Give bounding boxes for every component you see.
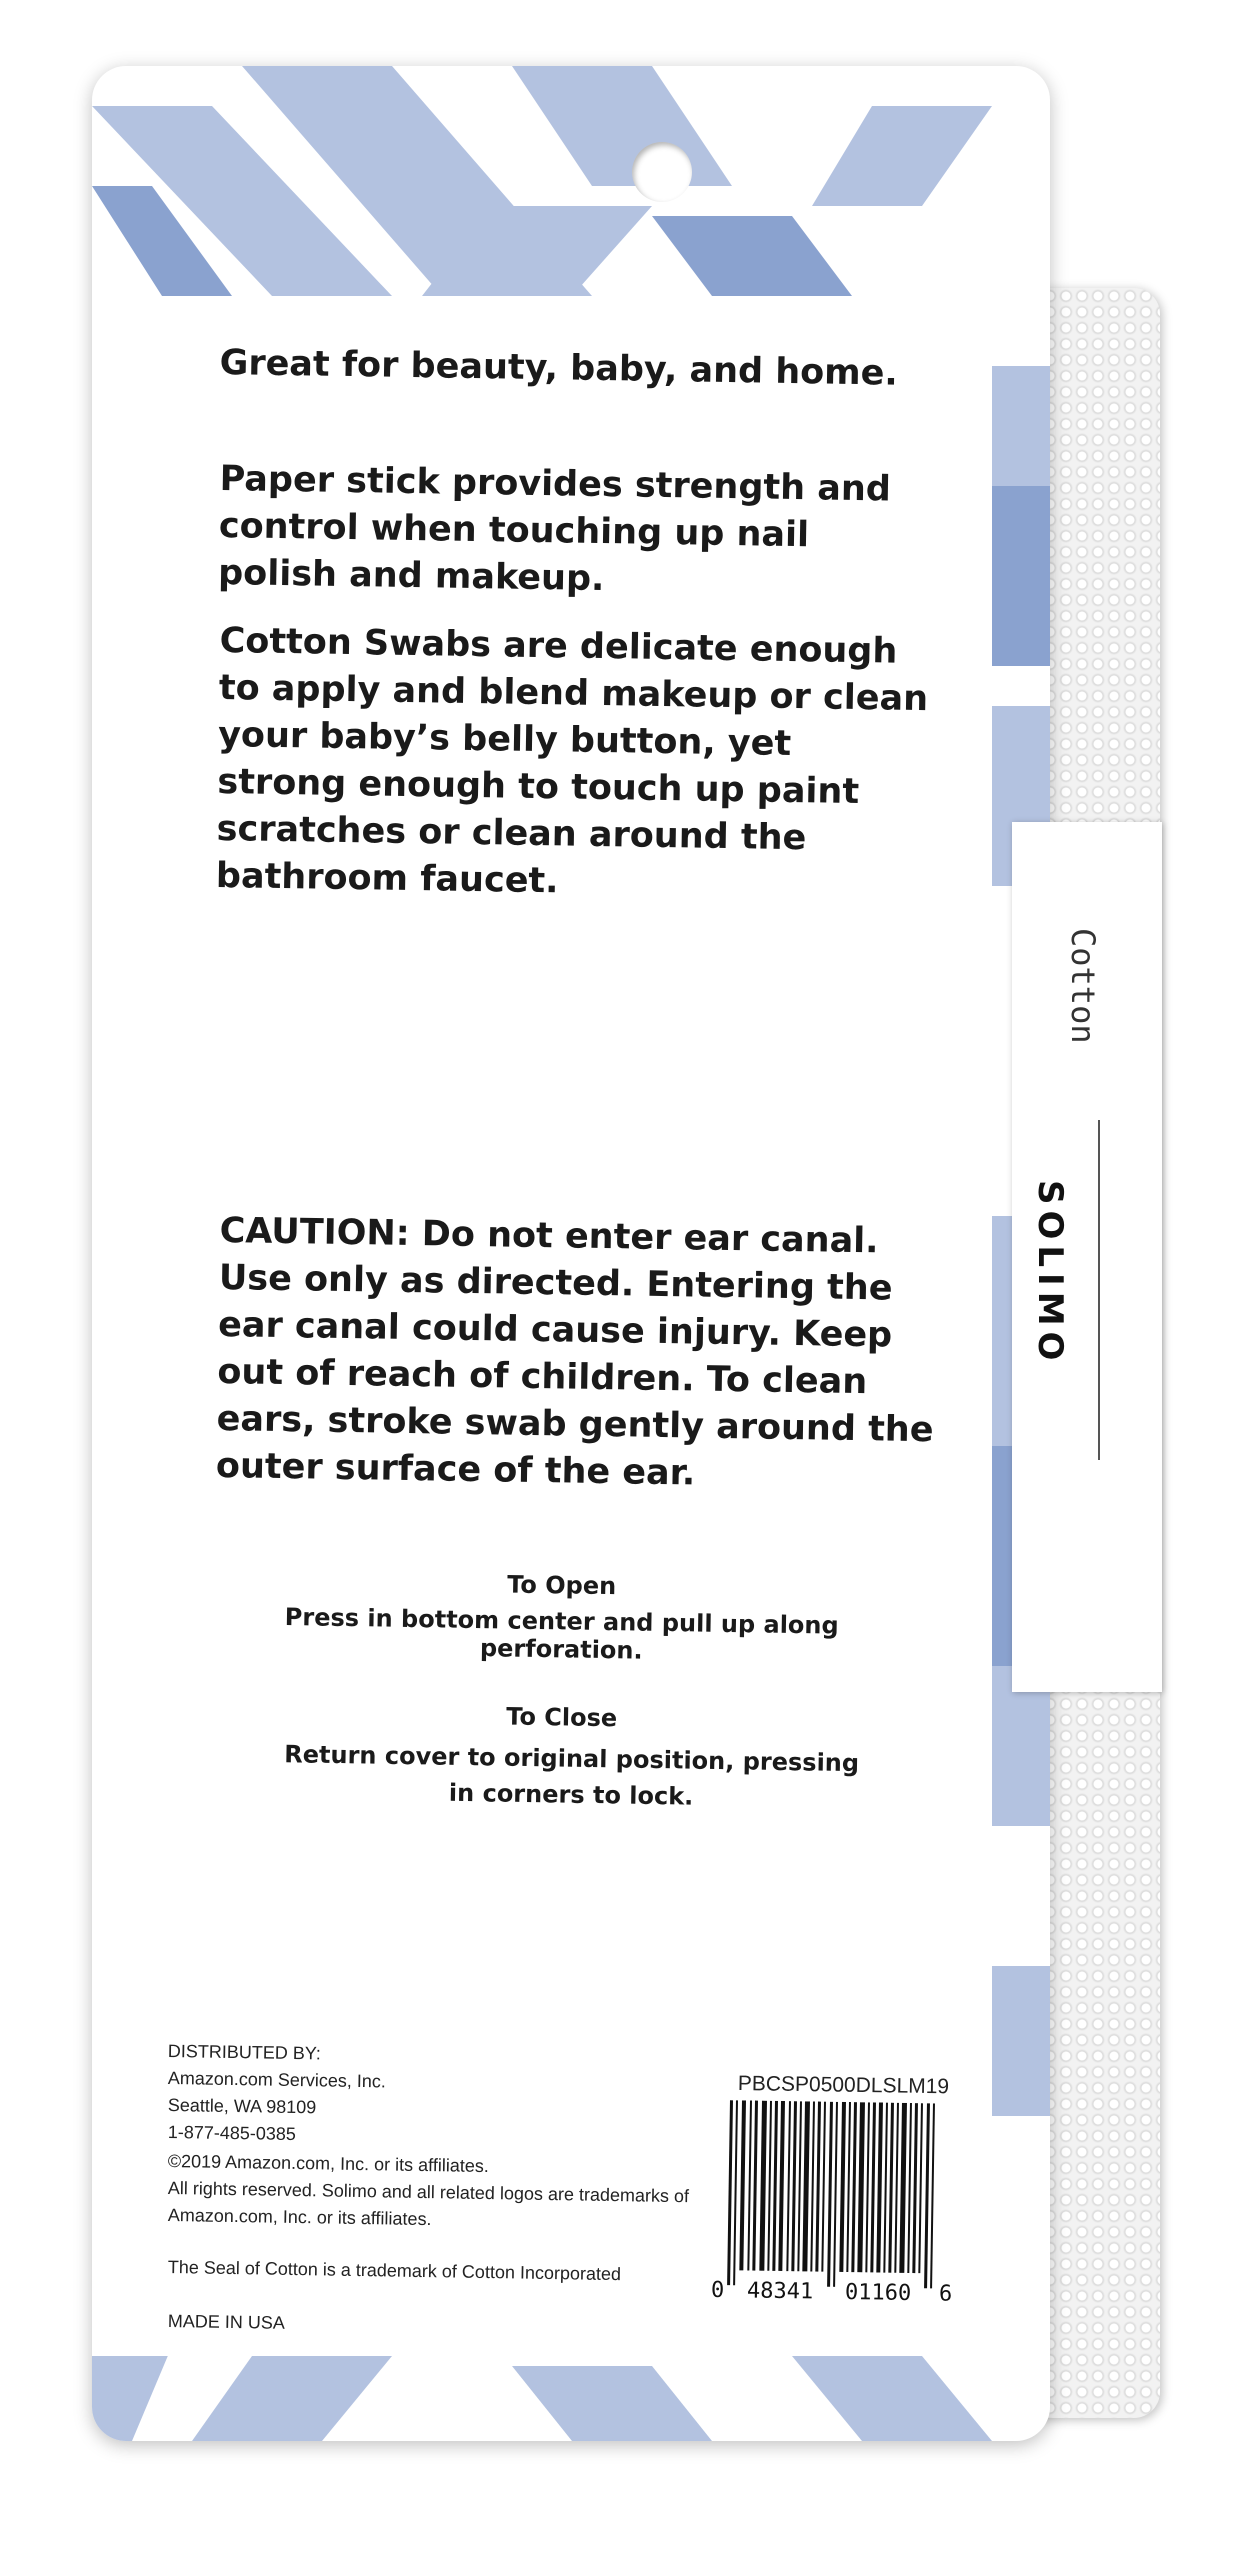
sku-code: PBCSP0500DLSLM19 <box>737 2072 950 2099</box>
barcode-digit-right: 6 <box>938 2281 953 2307</box>
cotton-swabs-text: Cotton Swabs are delicate enough to apply and blend makeup or clean your baby’s belly button, yet strong enough to touch up paint scratches or clean around the bathroom faucet. <box>215 620 929 902</box>
sleeve-product-name: Cotton <box>1064 928 1102 1044</box>
company-city: Seattle, WA 98109 <box>167 2094 317 2118</box>
hang-hole <box>632 142 692 202</box>
distributed-by: DISTRIBUTED BY: <box>167 2040 321 2064</box>
intro-text: Great for beauty, baby, and home. <box>219 342 899 394</box>
company-name: Amazon.com Services, Inc. <box>167 2067 387 2092</box>
barcode-digits-mid1: 48341 <box>746 2278 814 2305</box>
sleeve-divider <box>1098 1120 1100 1460</box>
company-phone: 1-877-485-0385 <box>167 2121 297 2145</box>
seal-text: The Seal of Cotton is a trademark of Cotton Incorporated <box>167 2256 622 2285</box>
to-close-title: To Close <box>506 1702 618 1733</box>
to-open-title: To Open <box>507 1570 617 1601</box>
to-open-text: Press in bottom center and pull up along perforation. <box>284 1602 839 1665</box>
barcode-digit-left: 0 <box>710 2277 725 2304</box>
text-panel <box>92 296 992 2356</box>
made-in: MADE IN USA <box>167 2310 285 2333</box>
sleeve-brand-logo: SOLIMO <box>1030 1180 1070 1367</box>
rights-line-2: Amazon.com, Inc. or its affiliates. <box>167 2204 432 2230</box>
rights-line-1: All rights reserved. Solimo and all related logos are trademarks of <box>167 2177 690 2207</box>
barcode <box>710 2100 960 2314</box>
caution-text: CAUTION: Do not enter ear canal. Use only as directed. Entering the ear canal could cause injury. Keep out of reach of children. To clean ears, stroke swab gently around the outer surface of the ear. <box>215 1210 934 1494</box>
copyright: ©2019 Amazon.com, Inc. or its affiliates. <box>167 2150 490 2177</box>
barcode-digits-mid2: 01160 <box>844 2279 912 2307</box>
to-close-text: Return cover to original position, pressing in corners to lock. <box>284 1740 860 1811</box>
paper-stick-text: Paper stick provides strength and control when touching up nail polish and makeup. <box>217 458 892 600</box>
